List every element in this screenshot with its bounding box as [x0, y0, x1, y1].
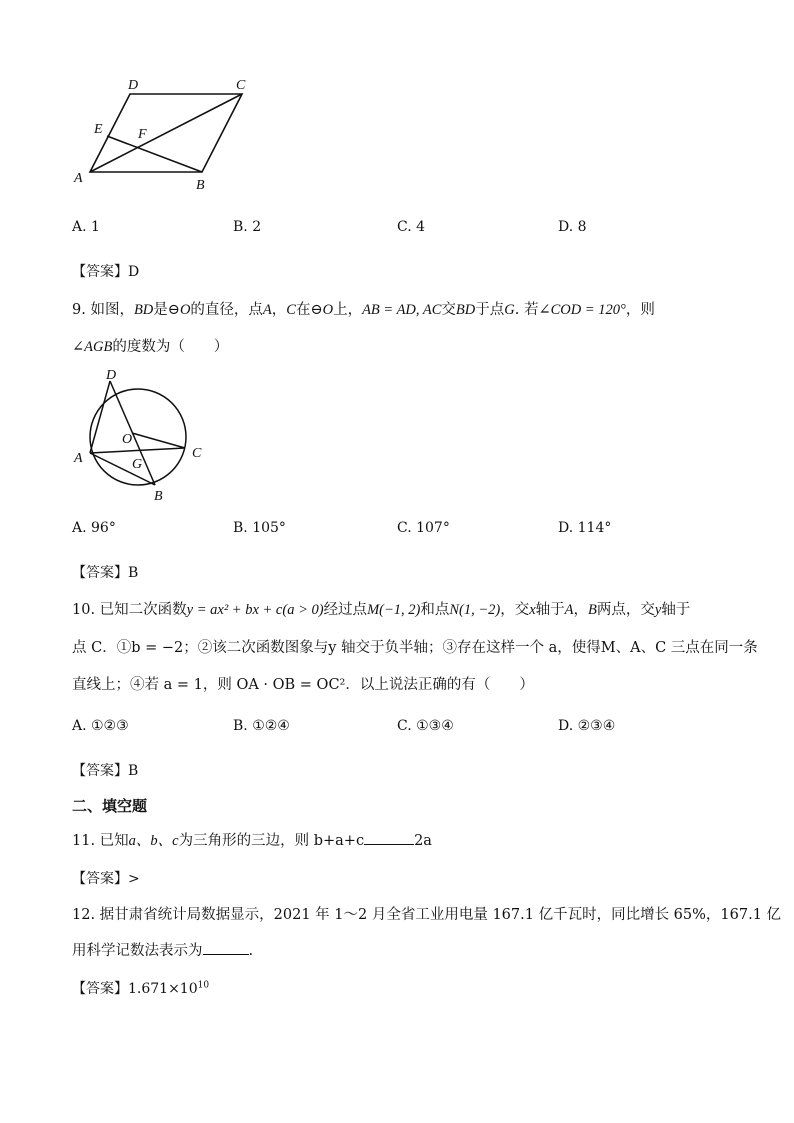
label-a: A [74, 451, 83, 466]
label-e: E [94, 122, 103, 137]
circle-figure [70, 366, 210, 506]
segment-oc [132, 433, 185, 448]
q11-answer [72, 868, 140, 888]
math-bd: BD [133, 302, 154, 318]
q9-option-d[interactable]: D. 114° [558, 520, 612, 536]
answer-value: B [128, 565, 139, 581]
segment-da [90, 381, 110, 453]
parallelogram-figure [70, 72, 260, 192]
answer-blank[interactable] [203, 940, 249, 955]
math-x: x [529, 602, 536, 618]
q11-line [72, 830, 432, 852]
q10-line3: 直线上；④若 a = 1，则 OA · OB = OC²．以上说法正确的有（ ） [72, 677, 534, 693]
text: ， [573, 602, 589, 618]
math-circle-o: ⊖O [167, 302, 191, 318]
math-arc-equation: AB = AD, AC [362, 302, 442, 318]
answer-tag: 【答案】 [72, 871, 128, 887]
q8-option-c[interactable]: C. 4 [397, 219, 426, 235]
text: 9. 如图， [72, 302, 134, 318]
answer-value: > [128, 871, 140, 887]
text: 在 [295, 302, 311, 318]
q9-option-a[interactable]: A. 96° [72, 520, 116, 536]
math-a: A [262, 302, 272, 318]
answer-tag: 【答案】 [72, 981, 128, 997]
q9-answer [72, 562, 138, 582]
answer-value: B [128, 763, 139, 779]
label-a: A [74, 171, 83, 186]
q10-option-b[interactable]: B. ①②④ [233, 718, 290, 734]
text: 10. 已知二次函数 [72, 602, 187, 618]
text: ， [271, 302, 287, 318]
math-a: A [564, 602, 574, 618]
q8-option-a[interactable]: A. 1 [72, 219, 100, 235]
q10-answer [72, 760, 138, 780]
q12-line2 [72, 940, 253, 962]
q8-option-b[interactable]: B. 2 [233, 219, 262, 235]
diagonal-ac [90, 94, 242, 172]
q9-option-c[interactable]: C. 107° [397, 520, 450, 536]
text: 11. 已知 [72, 833, 129, 849]
segment-ac [90, 448, 185, 453]
text: 经过点 [323, 602, 368, 618]
math-bd: BD [455, 302, 476, 318]
label-o: O [122, 432, 133, 447]
label-b: B [196, 178, 205, 192]
answer-tag: 【答案】 [72, 264, 128, 280]
label-c: C [236, 78, 246, 93]
text: . [248, 943, 254, 959]
label-c: C [192, 446, 202, 461]
text: 上， [333, 302, 363, 318]
q9-line1 [72, 299, 655, 321]
math-point-n: N(1, −2) [449, 602, 501, 618]
math-point-m: M(−1, 2) [367, 602, 421, 618]
math-b: B [588, 602, 597, 618]
q12-line1: 12. 据甘肃省统计局数据显示，2021 年 1～2 月全省工业用电量 167.1 亿千瓦时，同比增长 65%，167.1 亿 [72, 907, 782, 923]
text: 轴于 [535, 602, 565, 618]
math-angle-cod: ∠COD = 120° [538, 302, 626, 318]
answer-blank[interactable] [364, 830, 414, 845]
q10-line1 [72, 599, 690, 621]
answer-exponent: 10 [197, 980, 210, 991]
math-vars: a、b、c [128, 833, 179, 849]
q10-option-a[interactable]: A. ①②③ [72, 718, 129, 734]
label-f: F [138, 127, 147, 142]
math-c: C [286, 302, 296, 318]
q8-option-d[interactable]: D. 8 [558, 219, 587, 235]
math-function: y = ax² + bx + c(a > 0) [186, 602, 324, 618]
answer-value: D [128, 264, 140, 280]
q12-answer [72, 978, 209, 998]
q9-line2 [72, 336, 228, 358]
q10-option-d[interactable]: D. ②③④ [558, 718, 616, 734]
text: 为三角形的三边，则 b+a+c [178, 833, 365, 849]
text: 和点 [420, 602, 450, 618]
text: ，交 [500, 602, 530, 618]
text: 轴于 [661, 602, 691, 618]
q10-option-c[interactable]: C. ①③④ [397, 718, 454, 734]
text: 的度数为（ ） [112, 339, 229, 355]
answer-tag: 【答案】 [72, 565, 128, 581]
q10-line2: 点 C．①b = −2；②该二次函数图象与y 轴交于负半轴；③存在这样一个 a，使得M、A、C 三点在同一条 [72, 640, 758, 656]
answer-value: 1.671×10 [128, 981, 198, 997]
text: 于点 [475, 302, 505, 318]
text: . 若 [514, 302, 539, 318]
text: ，则 [625, 302, 655, 318]
text: 交 [441, 302, 456, 318]
label-b: B [154, 489, 163, 504]
q9-option-b[interactable]: B. 105° [233, 520, 286, 536]
label-d: D [106, 368, 117, 383]
text: 是 [153, 302, 168, 318]
segment-ab [90, 453, 155, 485]
label-d: D [128, 78, 139, 93]
math-g: G [504, 302, 515, 318]
answer-tag: 【答案】 [72, 763, 128, 779]
math-angle-agb: ∠AGB [72, 339, 113, 355]
section-heading: 二、填空题 [72, 797, 148, 815]
q8-answer [72, 261, 139, 281]
segment-be [107, 136, 202, 172]
text: 用科学记数法表示为 [72, 943, 203, 959]
text: 的直径，点 [190, 302, 263, 318]
text: 2a [414, 833, 432, 849]
label-g: G [132, 457, 143, 472]
text: 两点，交 [596, 602, 655, 618]
math-circle-o: ⊖O [310, 302, 334, 318]
math-y: y [654, 602, 662, 618]
